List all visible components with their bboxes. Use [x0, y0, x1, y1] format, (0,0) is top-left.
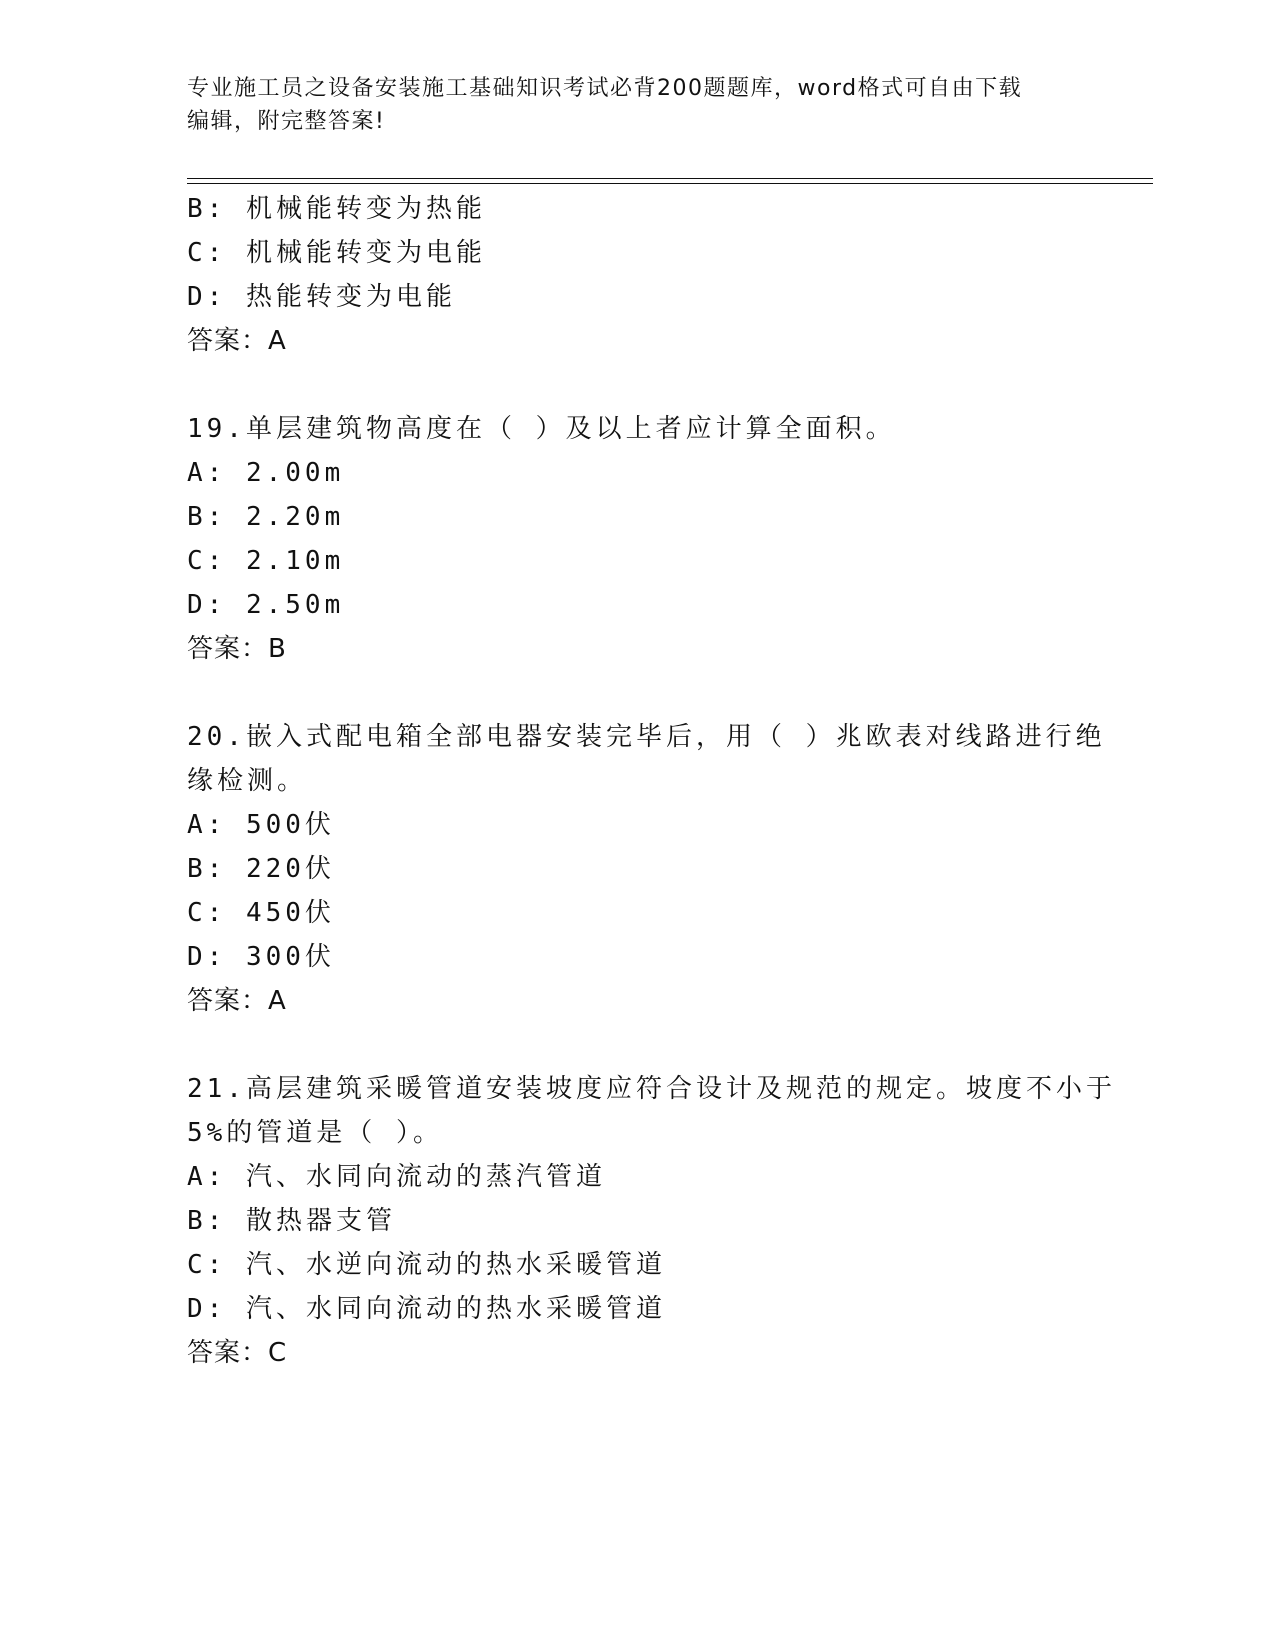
- q19-option-a: A: 2.00m: [187, 458, 345, 488]
- document-header: [187, 72, 1067, 138]
- q18-option-b: B: 机械能转变为热能: [187, 194, 486, 224]
- q18-answer: 答案：A: [187, 326, 287, 356]
- header-divider-top: [187, 178, 1153, 179]
- q20-option-c: C: 450伏: [187, 898, 335, 928]
- q21-option-a: A: 汽、水同向流动的蒸汽管道: [187, 1162, 606, 1192]
- q18-option-d: D: 热能转变为电能: [187, 282, 456, 312]
- q20-question-line-1: 20.嵌入式配电箱全部电器安装完毕后，用（ ）兆欧表对线路进行绝: [187, 722, 1106, 752]
- q21-question-line-2: 5%的管道是（ ）。: [187, 1118, 443, 1148]
- header-line-1: 专业施工员之设备安装施工基础知识考试必背200题题库，word格式可自由下载: [187, 76, 1023, 101]
- q19-question: 19.单层建筑物高度在（ ）及以上者应计算全面积。: [187, 414, 896, 444]
- q20-option-b: B: 220伏: [187, 854, 335, 884]
- q20-option-a: A: 500伏: [187, 810, 335, 840]
- q21-answer: 答案：C: [187, 1338, 288, 1368]
- q21-option-c: C: 汽、水逆向流动的热水采暖管道: [187, 1250, 666, 1280]
- q19-option-d: D: 2.50m: [187, 590, 345, 620]
- q20-answer: 答案：A: [187, 986, 287, 1016]
- q21-option-d: D: 汽、水同向流动的热水采暖管道: [187, 1294, 666, 1324]
- q20-question-line-2: 缘检测。: [187, 766, 308, 796]
- q21-question-line-1: 21.高层建筑采暖管道安装坡度应符合设计及规范的规定。坡度不小于: [187, 1074, 1116, 1104]
- q20-option-d: D: 300伏: [187, 942, 335, 972]
- q19-option-c: C: 2.10m: [187, 546, 345, 576]
- q19-option-b: B: 2.20m: [187, 502, 345, 532]
- q18-option-c: C: 机械能转变为电能: [187, 238, 486, 268]
- header-line-2: 编辑，附完整答案!: [187, 109, 386, 134]
- q21-option-b: B: 散热器支管: [187, 1206, 396, 1236]
- header-divider-bottom: [187, 183, 1153, 184]
- q19-answer: 答案：B: [187, 634, 287, 664]
